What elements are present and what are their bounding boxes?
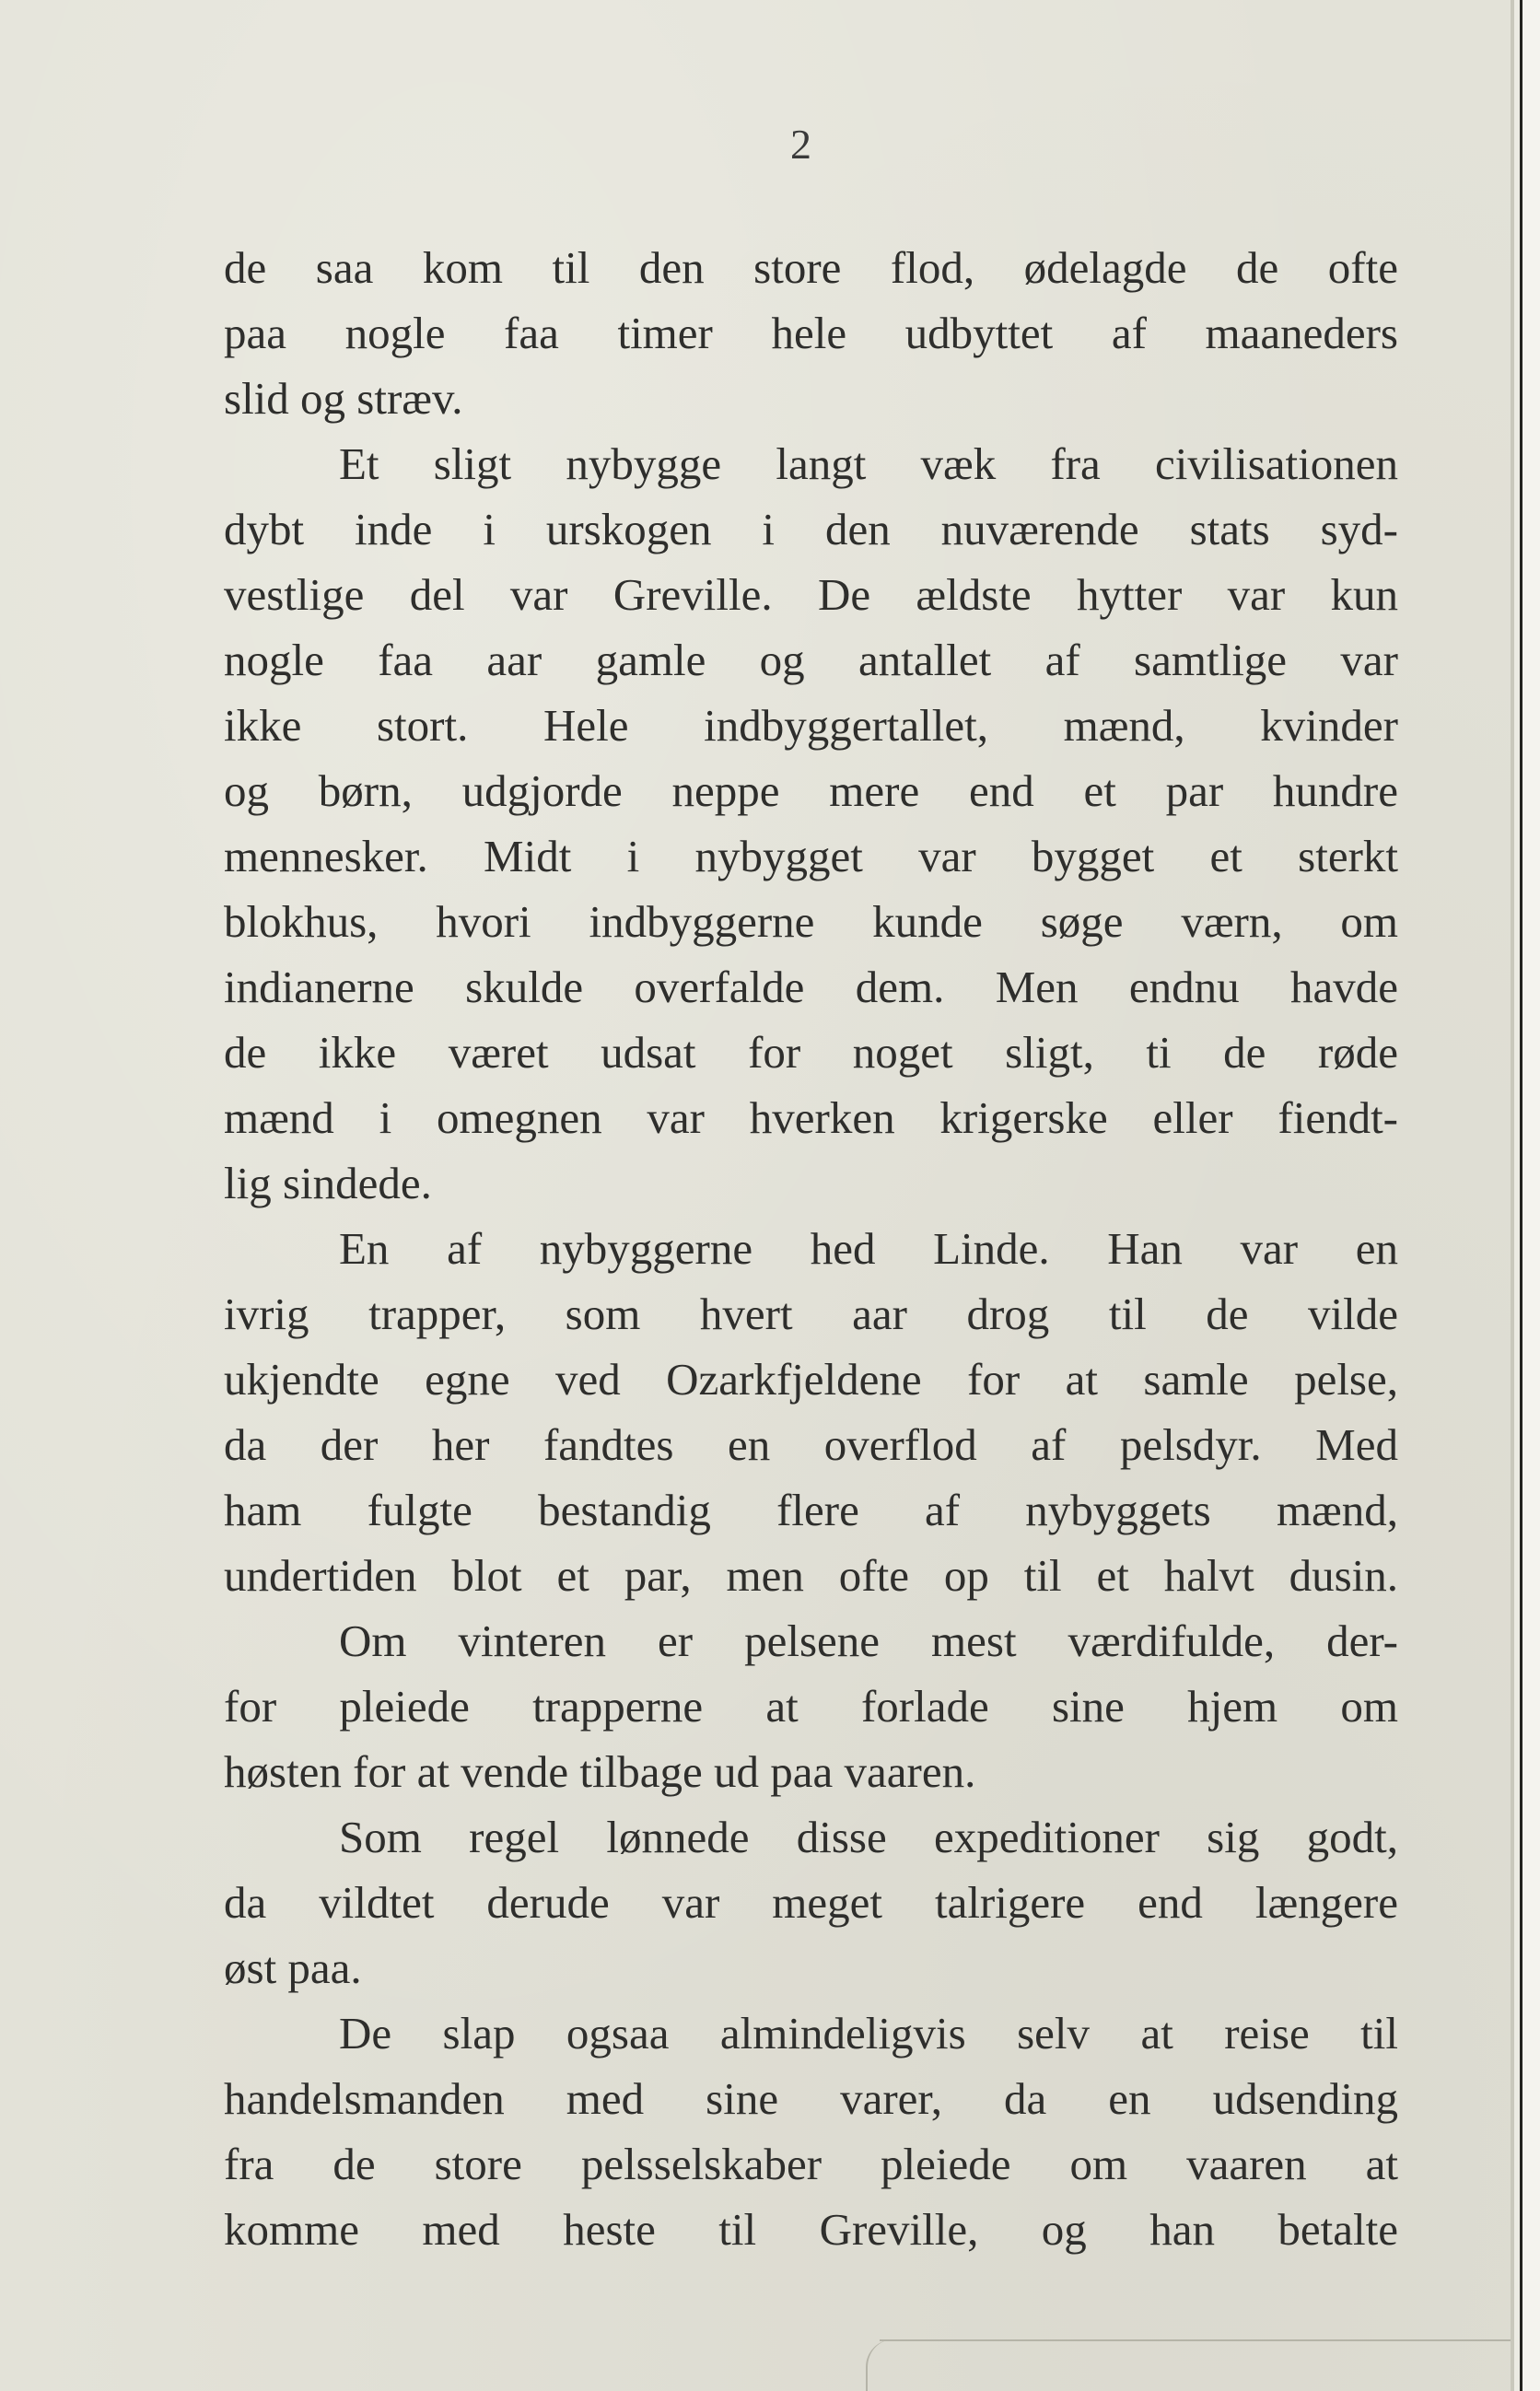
- page-number: 2: [790, 121, 812, 168]
- text-line: slid og stræv.: [224, 373, 463, 424]
- text-line: Om vinteren er pelsene mest værdifulde, der-: [339, 1615, 1398, 1666]
- text-line: da vildtet derude var meget talrigere end længere: [224, 1877, 1398, 1928]
- text-line: Et sligt nybygge langt væk fra civilisationen: [339, 438, 1398, 489]
- text-line: vestlige del var Greville. De ældste hytter var kun: [224, 569, 1398, 620]
- text-line: De slap ogsaa almindeligvis selv at reise til: [339, 2008, 1398, 2059]
- text-line: nogle faa aar gamle og antallet af samtlige var: [224, 635, 1398, 685]
- text-line: Som regel lønnede disse expeditioner sig godt,: [339, 1812, 1398, 1862]
- text-line: for pleiede trapperne at forlade sine hjem om: [224, 1681, 1398, 1732]
- text-line: indianerne skulde overfalde dem. Men endnu havde: [224, 962, 1398, 1012]
- text-line: En af nybyggerne hed Linde. Han var en: [339, 1223, 1398, 1274]
- text-line: og børn, udgjorde neppe mere end et par hundre: [224, 765, 1398, 816]
- text-line: handelsmanden med sine varer, da en udsending: [224, 2073, 1398, 2124]
- text-line: ham fulgte bestandig flere af nybyggets mænd,: [224, 1485, 1398, 1535]
- text-line: komme med heste til Greville, og han betalte: [224, 2204, 1398, 2255]
- text-line: paa nogle faa timer hele udbyttet af maaneders: [224, 308, 1398, 358]
- text-line: øst paa.: [224, 1942, 362, 1993]
- text-line: ikke stort. Hele indbyggertallet, mænd, kvinder: [224, 700, 1398, 751]
- scan-margin: [1522, 0, 1540, 2391]
- text-line: lig sindede.: [224, 1158, 432, 1208]
- body-text: [224, 235, 1398, 2262]
- text-line: mænd i omegnen var hverken krigerske eller fiendt-: [224, 1092, 1398, 1143]
- text-line: blokhus, hvori indbyggerne kunde søge værn, om: [224, 896, 1398, 947]
- text-line: mennesker. Midt i nybygget var bygget et sterkt: [224, 831, 1398, 881]
- text-line: fra de store pelsselskaber pleiede om vaaren at: [224, 2139, 1398, 2189]
- text-line: da der her fandtes en overflod af pelsdyr. Med: [224, 1419, 1398, 1470]
- text-line: de saa kom til den store flod, ødelagde de ofte: [224, 242, 1398, 293]
- text-line: ivrig trapper, som hvert aar drog til de vilde: [224, 1289, 1398, 1339]
- text-line: undertiden blot et par, men ofte op til et halvt dusin.: [224, 1550, 1398, 1601]
- page-edge-rule: [880, 2339, 1511, 2341]
- text-line: dybt inde i urskogen i den nuværende stats syd-: [224, 504, 1398, 554]
- text-line: ukjendte egne ved Ozarkfjeldene for at samle pelse,: [224, 1354, 1398, 1405]
- text-line: høsten for at vende tilbage ud paa vaaren.: [224, 1746, 976, 1797]
- text-line: de ikke været udsat for noget sligt, ti de røde: [224, 1027, 1398, 1078]
- page-curl-mark: [866, 2339, 895, 2391]
